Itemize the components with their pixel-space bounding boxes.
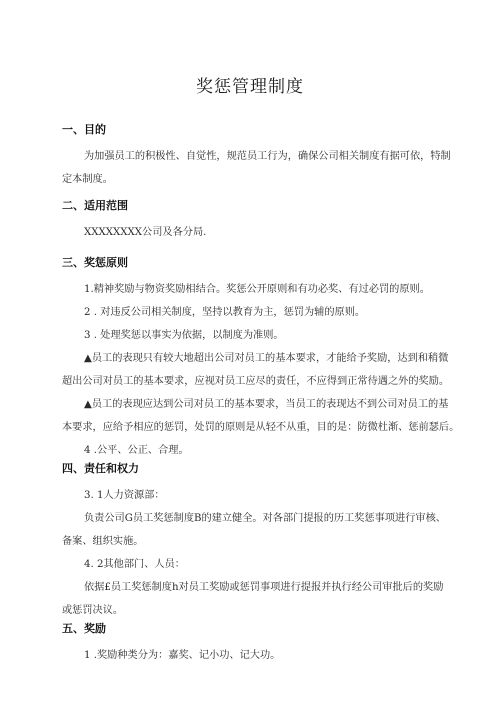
section-heading-principles: 三、奖惩原则 <box>62 256 128 269</box>
principle-item-1: 1.精神奖励与物资奖励相结合。奖惩公开原则和有功必奖、有过必罚的原则。 <box>84 284 430 295</box>
principle-item-3: 3 . 处理奖惩以事实为依据，以制度为准则。 <box>84 330 284 341</box>
responsibility-hr-text-line-1: 负责公司G员工奖惩制度B的建立健全。对各部门提报的历工奖惩事项进行审核、 <box>84 513 446 524</box>
responsibility-other-text-line-2: 或惩罚决议。 <box>62 605 124 616</box>
section-heading-responsibility: 四、责任和权力 <box>62 462 139 475</box>
section-heading-scope: 二、适用范围 <box>62 199 128 212</box>
purpose-text-line-2: 定本制度。 <box>62 174 113 185</box>
responsibility-hr-label: 3. 1人力资源部： <box>84 490 165 501</box>
responsibility-other-text-line-1: 依据£员工奖惩制度h对员工奖励或惩罚事项进行提报并执行经公司审批后的奖励 <box>84 582 444 593</box>
purpose-text-line-1: 为加强员工的积极性、自觉性，规范员工行为，确保公司相关制度有据可依，特制 <box>84 151 451 162</box>
responsibility-hr-text-line-2: 备案、组织实施。 <box>62 536 144 547</box>
principle-reward-line-2: 超出公司对员工的基本要求，应视对员工应尽的责任，不应得到正常待遇之外的奖励。 <box>62 376 450 387</box>
responsibility-other-label: 4. 2其他部门、人员： <box>84 559 185 570</box>
principle-penalty-line-1: ▲员工的表现应达到公司对员工的基本要求，当员工的表现达不到公司对员工的基 <box>84 399 449 410</box>
document-body <box>62 123 458 667</box>
section-heading-reward: 五、奖励 <box>62 622 106 635</box>
principle-reward-line-1: ▲员工的表现只有较大地超出公司对员工的基本要求，才能给予奖励，达到和稍微 <box>84 353 449 364</box>
reward-item-1: 1 .奖励种类分为：嘉奖、记小功、记大功。 <box>84 650 281 661</box>
scope-text: XXXXXXXX公司及各分局. <box>84 227 207 238</box>
principle-item-4: 4 .公平、公正、合理。 <box>84 445 189 456</box>
section-heading-purpose: 一、目的 <box>62 123 106 136</box>
page-title: 奖惩管理制度 <box>196 77 304 97</box>
principle-item-2: 2 . 对违反公司相关制度，坚持以教育为主，惩罚为辅的原则。 <box>84 307 366 318</box>
principle-penalty-line-2: 本要求，应给予相应的惩罚，处罚的原则是从轻不从重，目的是：防微杜渐、惩前瑟后。 <box>62 422 460 433</box>
